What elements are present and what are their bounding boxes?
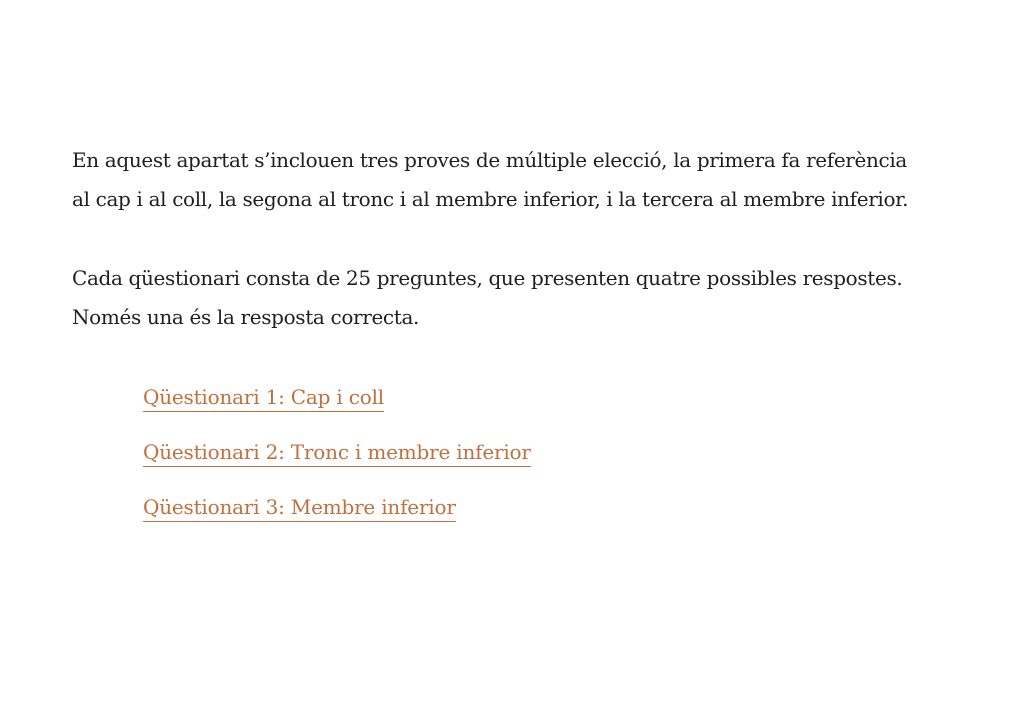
info-paragraph — [72, 259, 972, 337]
info-line-1: Cada qüestionari consta de 25 preguntes, que presenten quatre possibles respostes. — [72, 266, 903, 290]
intro-paragraph — [72, 141, 972, 219]
list-item — [143, 438, 972, 493]
list-item — [143, 493, 972, 548]
questionnaire-links — [72, 383, 972, 548]
intro-line-1: En aquest apartat s’inclouen tres proves de múltiple elecció, la primera fa referència — [72, 148, 907, 172]
info-line-2: Només una és la resposta correcta. — [72, 305, 420, 329]
main-content — [72, 141, 972, 548]
list-item — [143, 383, 972, 438]
questionnaire-1-link[interactable]: Qüestionari 1: Cap i coll — [143, 383, 384, 412]
intro-line-2: al cap i al coll, la segona al tronc i al membre inferior, i la tercera al membre inferior. — [72, 187, 909, 211]
questionnaire-3-link[interactable]: Qüestionari 3: Membre inferior — [143, 493, 456, 522]
questionnaire-2-link[interactable]: Qüestionari 2: Tronc i membre inferior — [143, 438, 531, 467]
